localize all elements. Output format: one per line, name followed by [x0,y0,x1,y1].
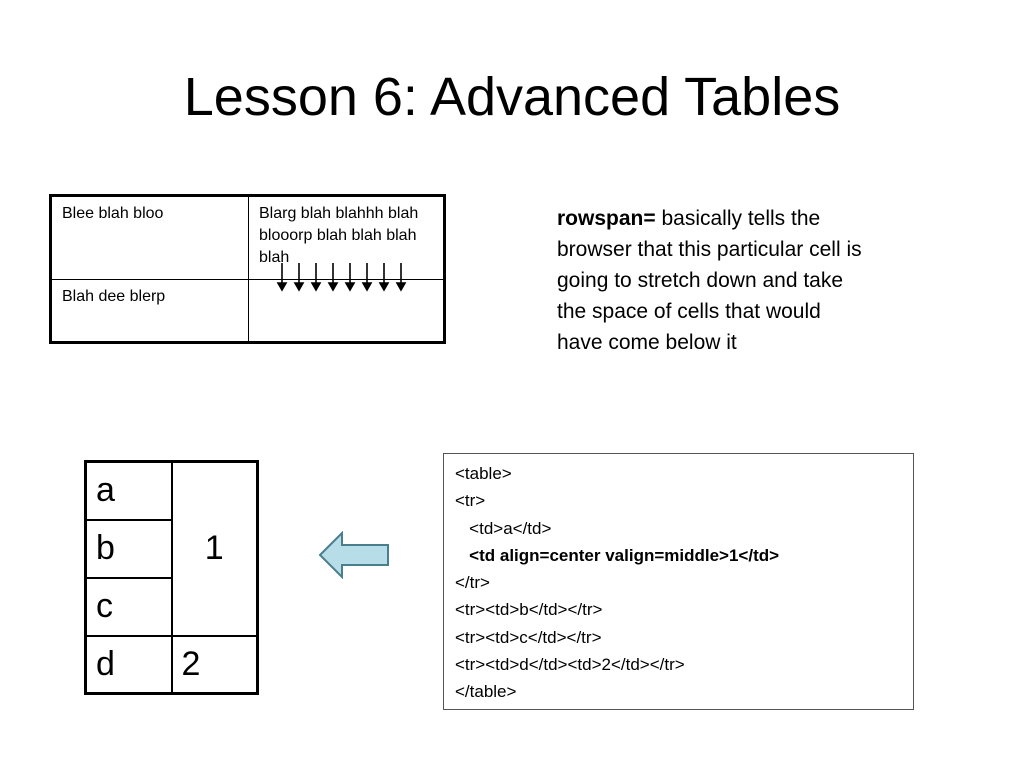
code-line: </table> [455,682,517,702]
down-arrow-icon [329,263,337,290]
left-arrow-icon [318,531,390,579]
result-cell-2: 2 [172,636,258,694]
result-cell-rowspan: 1 [172,462,258,636]
result-table [84,460,259,695]
down-arrow-icon [346,263,354,290]
down-arrow-icon [295,263,303,290]
code-line: <tr><td>c</td></tr> [455,627,602,647]
result-row [86,636,258,694]
down-arrows-group [272,263,412,293]
result-cell-d: d [86,636,172,694]
slide-title: Lesson 6: Advanced Tables [183,67,841,127]
code-line-highlighted: <td align=center valign=middle>1</td> [455,545,780,565]
example-cell: Blah dee blerp [51,280,249,343]
down-arrow-icon [278,263,286,290]
result-cell-a: a [86,462,172,520]
code-line: <tr> [455,491,486,511]
down-arrow-icon [363,263,371,290]
code-line: <td>a</td> [455,518,552,538]
code-line: <tr><td>d</td><td>2</td></tr> [455,655,685,675]
rowspan-keyword: rowspan= [557,207,656,230]
example-cell: Blarg blah blahhh blah blooorp blah blah blah blah [249,196,445,280]
rowspan-explanation [557,203,867,358]
code-sample-box [443,453,914,710]
down-arrow-icon [380,263,388,290]
down-arrow-icon [397,263,405,290]
code-line: <table> [455,464,512,483]
result-row [86,462,258,520]
rowspan-description: basically tells the browser that this particular cell is going to stretch down and take the space of cells that would have come below it [557,207,862,354]
result-cell-c: c [86,578,172,636]
example-cell: Blee blah bloo [51,196,249,280]
down-arrow-icon [312,263,320,290]
code-line: <tr><td>b</td></tr> [455,600,603,620]
code-line: </tr> [455,573,490,593]
result-cell-b: b [86,520,172,578]
